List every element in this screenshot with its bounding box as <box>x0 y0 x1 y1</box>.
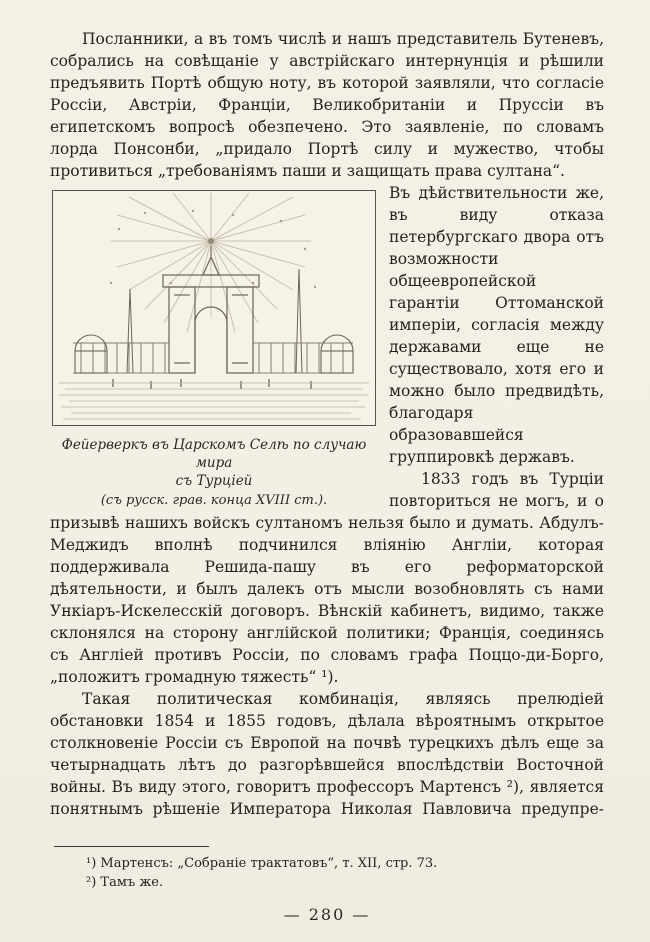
footnote-divider <box>54 846 209 847</box>
flex-spacer <box>50 820 604 832</box>
caption-line-1: Фейерверкъ въ Царскомъ Селѣ по случаю мира <box>61 437 367 471</box>
caption-line-2: съ Турціей <box>175 473 253 489</box>
paragraph-2: Въ дѣйствительности же, въ виду отказа петербургскаго двора отъ возможности общеевропейской гарантіи Оттоманской имперіи, согласія между державами еще не существовало, хотя его и можно было предвидѣть, благодаря образовавшейся группировкѣ державъ. <box>389 184 604 466</box>
footnotes-section <box>50 846 604 892</box>
paragraph-4: Такая политическая комбинація, являясь прелюдіей обстановки 1854 и 1855 годовъ, дѣлала вѣроятнымъ открытое столкновеніе Россіи съ Европой на почвѣ турецкихъ дѣлъ еще за четырнадцать лѣтъ до разгорѣвшейся впослѣдствіи Восточной войны. Въ виду этого, говоритъ профессоръ Мартенсъ ²), является понятнымъ рѣшеніе Императора Николая Павловича предупре- <box>50 690 604 818</box>
fireworks-engraving-image <box>52 190 376 426</box>
fireworks-engraving-drawing <box>53 191 375 425</box>
engraving-caption <box>52 436 376 510</box>
caption-line-3: (съ русск. грав. конца XVIII ст.). <box>100 493 328 508</box>
footnote-1: ¹) Мартенсъ: „Собраніе трактатовъ“, т. XII, стр. 73. <box>86 856 438 871</box>
footnote-2: ²) Тамъ же. <box>86 875 164 890</box>
engraving-figure <box>52 190 376 510</box>
page-body-text <box>50 28 604 820</box>
paragraph-1: Посланники, а въ томъ числѣ и нашъ представитель Бутеневъ, собрались на совѣщаніе у австрійскаго интернунція и рѣшили предъявить Портѣ общую ноту, въ которой заявляли, что согласіе Россіи, Австріи, Франціи, Великобританіи и Пруссіи въ египетскомъ вопросѣ обезпечено. Это заявленіе, по словамъ лорда Понсонби, „придало Портѣ силу и мужество, чтобы противиться „требованіямъ паши и защищать права султана“. <box>50 30 604 180</box>
page-number: — 280 — <box>283 905 371 924</box>
paragraph-3: 1833 годъ въ Турціи повториться не могъ, и о призывѣ нашихъ войскъ султаномъ нельзя было и думать. Абдулъ-Меджидъ вполнѣ подчинился вліянію Англіи, которая поддерживала Решида-пашу въ его реформаторской дѣятельности, и былъ далекъ отъ мысли возобновлять съ нами Ункіаръ-Искелесскій договоръ. Вѣнскій кабинетъ, видимо, также склонялся на сторону англійской политики; Франція, соединясь съ Англіей противъ Россіи, по словамъ графа Поццо-ди-Борго, „положитъ громадную тяжесть“ ¹). <box>50 470 604 686</box>
